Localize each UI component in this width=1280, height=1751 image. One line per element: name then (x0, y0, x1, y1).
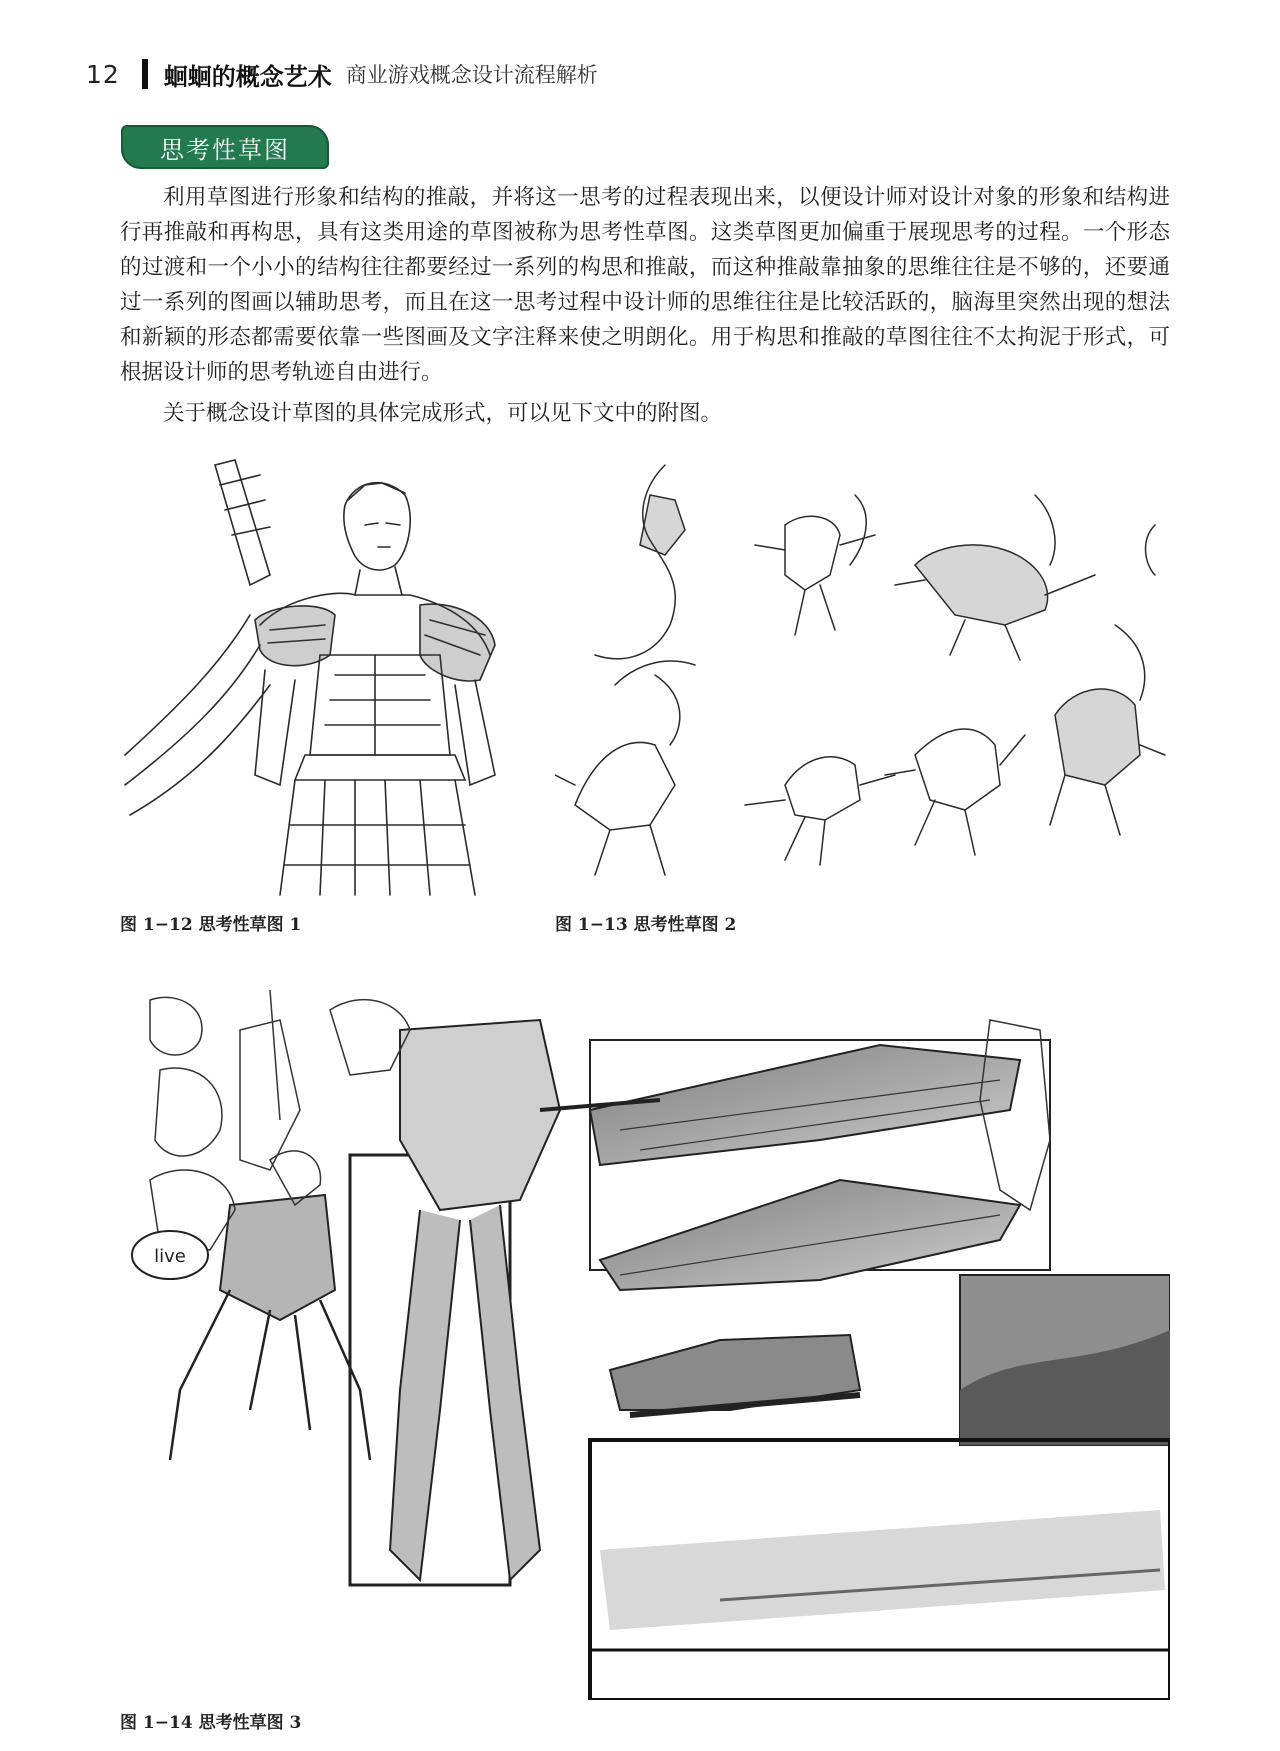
figure-warrior-sketch (120, 455, 540, 902)
body-paragraph: 利用草图进行形象和结构的推敲，并将这一思考的过程表现出来，以便设计师对设计对象的形象和结构进行再推敲和再构思，具有这类用途的草图被称为思考性草图。这类草图更加偏重于展现思考的过程。一个形态的过渡和一个小小的结构往往都要经过一系列的构思和推敲，而这种推敲靠抽象的思维往往是不够的，还要通过一系列的图画以辅助思考，而且在这一思考过程中设计师的思维往往是比较活跃的，脑海里突然出现的想法和新颖的形态都需要依靠一些图画及文字注释来使之明朗化。用于构思和推敲的草图往往不太拘泥于形式，可根据设计师的思考轨迹自由进行。 (120, 185, 1170, 385)
mech-collage-illustration (120, 990, 1170, 1700)
page-number: 12 (86, 59, 120, 89)
header-divider (142, 59, 148, 89)
book-title: 蛔蛔的概念艺术 (163, 62, 332, 91)
figure-caption: 图 1−14 思考性草图 3 (120, 1713, 302, 1733)
running-header (86, 52, 598, 96)
warrior-sketch-illustration (120, 455, 540, 902)
figure-mech-collage-sketch (120, 990, 1170, 1700)
figure-caption: 图 1−13 思考性草图 2 (555, 915, 737, 935)
flying-figures-illustration (555, 455, 1170, 902)
body-paragraph: 关于概念设计草图的具体完成形式，可以见下文中的附图。 (163, 401, 723, 426)
section-title: 思考性草图 (160, 135, 290, 164)
figure-flying-figures-sketch (555, 455, 1170, 902)
body-text (120, 180, 1170, 431)
section-heading-badge (121, 125, 329, 169)
book-subtitle: 商业游戏概念设计流程解析 (345, 63, 598, 87)
speech-bubble-text: live (154, 1246, 186, 1267)
figure-caption: 图 1−12 思考性草图 1 (120, 915, 302, 935)
